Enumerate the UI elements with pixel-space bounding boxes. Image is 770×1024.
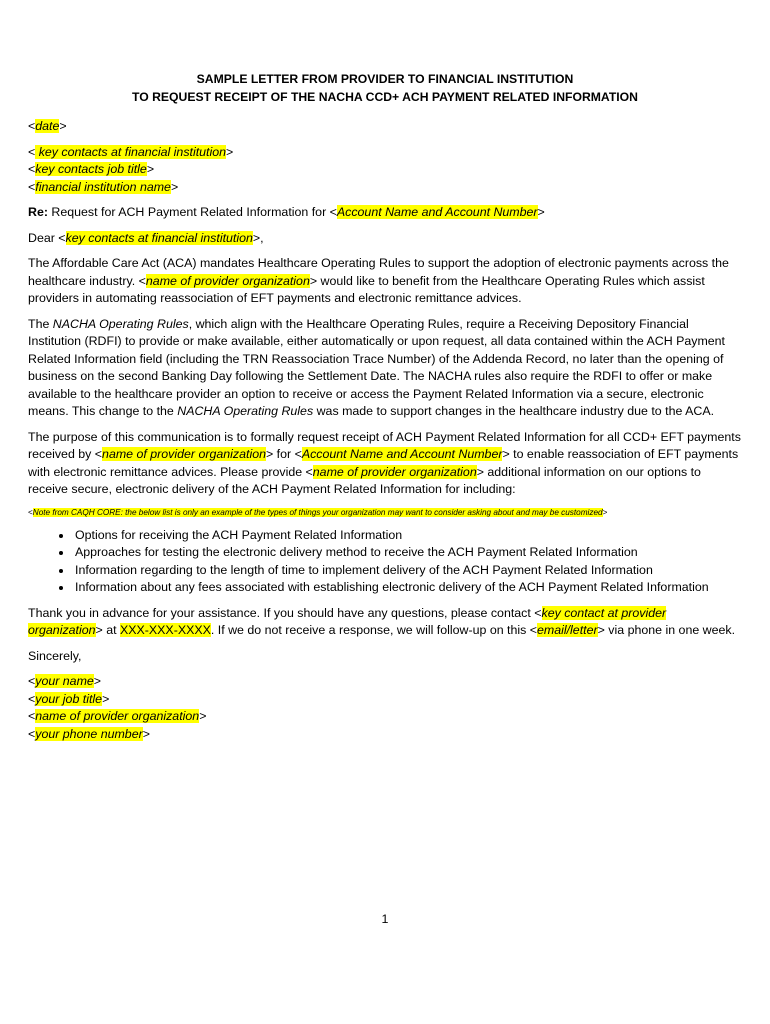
signature-phone: <your phone number>: [28, 726, 150, 741]
paragraph-thanks: Thank you in advance for your assistance. If you should have any questions, please contact <key contact at provider organization> at XXX-XXX-XXXX. If we do not receive a response, we will follow-up on this <email/letter> via phone in one week.: [28, 605, 736, 637]
recipient-block: [28, 144, 742, 197]
page-number: 1: [381, 912, 389, 926]
caqh-note: <Note from CAQH CORE: the below list is only an example of the types of things your organization may want to consider asking about and may be customized>: [28, 507, 608, 517]
signature-organization: <name of provider organization>: [28, 709, 207, 723]
closing: Sincerely,: [28, 648, 82, 663]
signature-name: <your name>: [28, 674, 102, 688]
date-line: <date>: [28, 119, 67, 133]
paragraph-aca: The Affordable Care Act (ACA) mandates Healthcare Operating Rules to support the adoption of electronic payments across the healthcare industry. <name of provider organization> would like to benefit from the Healthcare Operating Rules which assist providers in automating reassociation of EFT payments and electronic remittance advices.: [28, 256, 729, 305]
signature-block: [28, 673, 742, 743]
list-item: • Information about any fees associated with establishing electronic delivery of the ACH Payment Related Information: [73, 579, 742, 597]
recipient-job-title: <key contacts job title>: [28, 162, 155, 176]
paragraph-purpose: The purpose of this communication is to formally request receipt of ACH Payment Related Information for all CCD+ EFT payments received by <name of provider organization> for <Account Name and Account Number> to enable reassociation of EFT payments with electronic remittance advices. Please provide <name of provider organization> additional information on our options to receive secure, electronic delivery of the ACH Payment Related Information for including:: [28, 429, 741, 496]
list-item: • Information regarding to the length of time to implement delivery of the ACH Payment Related Information: [73, 562, 742, 580]
re-line: Re: Request for ACH Payment Related Information for <Account Name and Account Number>: [28, 205, 545, 219]
letter-title: [28, 70, 742, 106]
list-item: • Options for receiving the ACH Payment Related Information: [73, 527, 742, 545]
paragraph-nacha: The NACHA Operating Rules, which align with the Healthcare Operating Rules, require a Receiving Depository Financial Institution (RDFI) to provide or make available, either automatically or upon request, all data contained within the ACH Payment Related Information field (including the TRN Reassociation Trace Number) of the Addenda Record, no later than the opening of business on the second Banking Day following the Settlement Date. The NACHA rules also require the RDFI to offer or make available to the healthcare provider an option to receive or access the Payment Related Information via a secure, electronic means. This change to the NACHA Operating Rules was made to support changes in the healthcare industry due to the ACA.: [28, 316, 725, 418]
recipient-contacts: < key contacts at financial institution>: [28, 144, 234, 159]
list-item: • Approaches for testing the electronic delivery method to receive the ACH Payment Related Information: [73, 544, 742, 562]
title-line-2: TO REQUEST RECEIPT OF THE NACHA CCD+ ACH PAYMENT RELATED INFORMATION: [132, 90, 638, 104]
recipient-institution: <financial institution name>: [28, 179, 179, 194]
salutation: Dear <key contacts at financial institution>,: [28, 230, 264, 245]
letter-body: [28, 70, 742, 751]
signature-job-title: <your job title>: [28, 691, 110, 706]
date-placeholder: date: [35, 119, 60, 133]
request-list: [28, 527, 742, 597]
title-line-1: SAMPLE LETTER FROM PROVIDER TO FINANCIAL INSTITUTION: [196, 72, 574, 86]
